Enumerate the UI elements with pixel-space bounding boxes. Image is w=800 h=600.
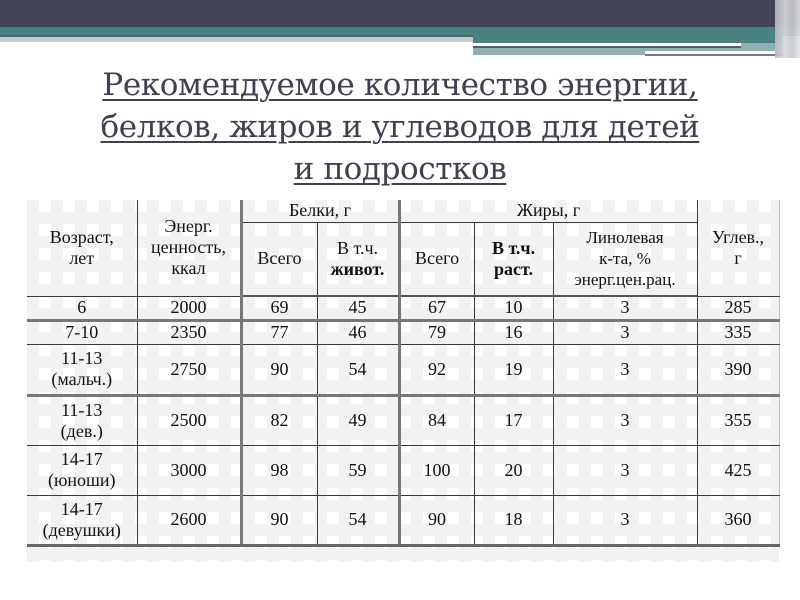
cell-age-line2: (девушки) [42,519,121,540]
header-carbs [697,200,779,296]
cell-carbs: 390 [697,344,779,395]
cell-carbs: 335 [697,320,779,344]
cell-age-line1: 6 [77,297,87,317]
header-band-dark [0,0,800,27]
header-fats-group: Жиры, г [399,200,697,222]
header-edge-strip [775,0,800,58]
cell-fats-plant: 16 [474,320,553,344]
cell-proteins-total: 98 [241,445,317,495]
title-line-3: и подростков [293,151,507,187]
header-energy-line3: ккал [171,258,206,279]
header-proteins-animal [317,222,399,296]
cell-age [27,296,137,320]
cell-fats-plant: 18 [474,495,553,545]
cell-energy: 2600 [137,495,241,545]
cell-age-line2: (мальч.) [51,369,113,389]
cell-proteins-animal: 54 [317,495,399,545]
header-band-gray [0,37,473,42]
header-line-gray [645,54,783,56]
cell-linoleic: 3 [553,495,697,545]
title-line-2: белков, жиров и углеводов для детей [100,109,700,145]
cell-age [27,395,137,445]
cell-carbs: 360 [697,495,779,545]
header-age-line2: лет [69,247,95,268]
cell-age-line1: 14-17 [60,449,103,469]
cell-age-line1: 7-10 [65,322,99,342]
cell-proteins-animal: 49 [317,395,399,445]
table-row [27,495,779,545]
cell-fats-plant: 17 [474,395,553,445]
cell-age [27,445,137,495]
title-line-1: Рекомендуемое количество энергии, [102,67,698,103]
cell-proteins-animal: 59 [317,445,399,495]
cell-age [27,344,137,395]
cell-energy: 2750 [137,344,241,395]
cell-fats-total: 90 [399,495,474,545]
header-carbs-line1: Углев., [711,226,765,247]
cell-age-line1: 11-13 [61,348,103,368]
header-linoleic-line3: энерг.цен.рац. [574,270,676,290]
table-row [27,296,779,320]
cell-linoleic: 3 [553,395,697,445]
cell-age-line2: (дев.) [60,420,103,441]
cell-energy: 2500 [137,395,241,445]
header-band-teal-right [473,36,783,43]
header-age [27,200,137,296]
header-energy-line2: ценность, [151,237,226,258]
cell-fats-total: 100 [399,445,474,495]
cell-energy: 3000 [137,445,241,495]
table-row [27,344,779,395]
cell-fats-total: 67 [399,296,474,320]
header-fats-total: Всего [399,222,474,296]
cell-carbs: 355 [697,395,779,445]
header-proteins-animal-line2: живот. [330,258,385,279]
header-linoleic-line1: Линолевая [586,228,664,248]
cell-proteins-total: 90 [241,495,317,545]
cell-age [27,320,137,344]
header-carbs-line2: г [734,247,742,268]
cell-linoleic: 3 [553,344,697,395]
cell-proteins-total: 90 [241,344,317,395]
header-energy-line1: Энерг. [164,216,213,237]
table-row [27,395,779,445]
cell-carbs: 425 [697,445,779,495]
cell-energy: 2000 [137,296,241,320]
cell-proteins-animal: 46 [317,320,399,344]
header-linoleic-line2: к-та, % [599,249,651,269]
slide-title [30,64,770,190]
cell-linoleic: 3 [553,296,697,320]
header-linoleic [553,222,697,296]
cell-fats-plant: 20 [474,445,553,495]
header-age-line1: Возраст, [49,226,114,247]
cell-proteins-total: 77 [241,320,317,344]
cell-age-line1: 11-13 [61,399,103,420]
cell-linoleic: 3 [553,320,697,344]
nutrition-table [27,200,780,547]
header-fats-plant [474,222,553,296]
cell-age-line2: (юноши) [47,470,116,490]
header-fats-plant-line1: В т.ч. [491,237,536,258]
cell-age [27,495,137,545]
cell-age-line1: 14-17 [60,498,103,519]
header-energy [137,200,241,296]
cell-proteins-total: 82 [241,395,317,445]
header-proteins-total: Всего [241,222,317,296]
header-proteins-animal-line1: В т.ч. [336,237,379,258]
table-row [27,320,779,344]
cell-carbs: 285 [697,296,779,320]
cell-linoleic: 3 [553,445,697,495]
cell-fats-plant: 10 [474,296,553,320]
cell-energy: 2350 [137,320,241,344]
header-fats-plant-line2: раст. [494,258,534,279]
cell-fats-total: 92 [399,344,474,395]
cell-fats-total: 84 [399,395,474,445]
cell-fats-plant: 19 [474,344,553,395]
header-proteins-group: Белки, г [241,200,399,222]
table-row [27,445,779,495]
cell-proteins-animal: 54 [317,344,399,395]
cell-proteins-animal: 45 [317,296,399,320]
cell-proteins-total: 69 [241,296,317,320]
cell-fats-total: 79 [399,320,474,344]
